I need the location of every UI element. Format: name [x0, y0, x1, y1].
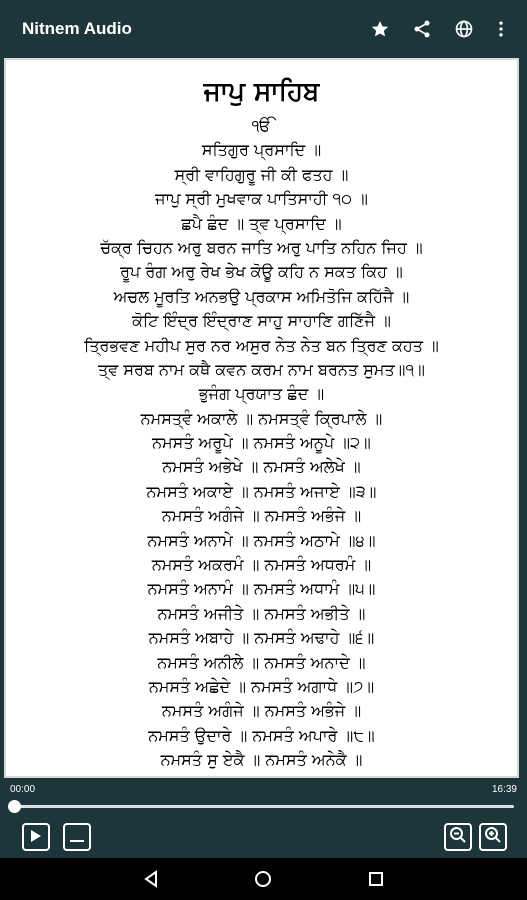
verse-line: ਨਮਸਤੰ ਅਬਾਹੇ ॥ ਨਮਸਤੰ ਅਢਾਹੇ ॥੬॥ [148, 628, 375, 648]
verse-line: ਨਮਸਤੰ ਅਛੇਦੇ ॥ ਨਮਸਤੰ ਅਗਾਧੇ ॥੭॥ [148, 676, 375, 696]
verse-line: ੴ [251, 116, 272, 135]
share-icon[interactable] [410, 17, 434, 41]
seek-bar[interactable] [14, 805, 514, 808]
zoom-out-icon [449, 826, 467, 848]
total-time: 16:39 [491, 784, 517, 795]
verse-line: ਨਮਸਤ੍ਵੰ ਅਕਾਲੇ ॥ ਨਮਸਤ੍ਵੰ ਕ੍ਰਿਪਾਲੇ ॥ [140, 408, 383, 428]
verse-list [6, 114, 517, 773]
gurbani-text-panel[interactable] [4, 58, 519, 778]
system-nav-bar [0, 858, 527, 900]
stop-button[interactable] [63, 823, 91, 851]
verse-line: ਨਮਸਤੰ ਅਗੰਜੇ ॥ ਨਮਸਤੰ ਅਭੰਜੇ ॥ [161, 701, 362, 721]
verse-line: ਨਮਸਤੰ ਅਜੀਤੇ ॥ ਨਮਸਤੰ ਅਭੀਤੇ ॥ [157, 603, 366, 623]
verse-line: ਨਮਸਤੰ ਅਗੰਜੇ ॥ ਨਮਸਤੰ ਅਭੰਜੇ ॥ [161, 506, 362, 526]
stop-icon [70, 828, 84, 847]
verse-line: ਤ੍ਵ ਸਰਬ ਨਾਮ ਕਥੈ ਕਵਨ ਕਰਮ ਨਾਮ ਬਰਨਤ ਸੁਮਤ॥੧॥ [98, 359, 425, 379]
verse-line: ਸਤਿਗੁਰ ਪ੍ਰਸਾਦਿ ॥ [201, 140, 322, 160]
zoom-out-button[interactable] [444, 823, 472, 851]
verse-line: ਨਮਸਤੰ ਅਭੇਖੇ ॥ ਨਮਸਤੰ ਅਲੇਖੇ ॥ [162, 457, 361, 477]
verse-line: ਨਮਸਤੰ ਅਰੂਪੇ ॥ ਨਮਸਤੰ ਅਨੂਪੇ ॥੨॥ [152, 433, 371, 453]
home-icon[interactable] [253, 869, 273, 889]
verse-line: ਨਮਸਤੰ ਅਕਾਏ ॥ ਨਮਸਤੰ ਅਜਾਏ ॥੩॥ [146, 481, 377, 501]
verse-line: ਨਮਸਤੰ ਉਦਾਰੇ ॥ ਨਮਸਤੰ ਅਪਾਰੇ ॥੮॥ [148, 725, 375, 745]
zoom-in-button[interactable] [479, 823, 507, 851]
verse-line: ਨਮਸਤੰ ਅਕਰਮੰ ॥ ਨਮਸਤੰ ਅਧਰਮੰ ॥ [151, 555, 372, 575]
verse-line: ਕੋਟਿ ਇੰਦ੍ਰ ਇੰਦ੍ਰਾਣ ਸਾਹੁ ਸਾਹਾਣਿ ਗਣਿੱਜੈ ॥ [132, 311, 391, 331]
verse-line: ਰੂਪ ਰੰਗ ਅਰੁ ਰੇਖ ਭੇਖ ਕੋਊ ਕਹਿ ਨ ਸਕਤ ਕਿਹ ॥ [120, 262, 403, 282]
globe-icon[interactable] [452, 17, 476, 41]
verse-line: ਨਮਸਤੰ ਅਨਾਮੇ ॥ ਨਮਸਤੰ ਅਠਾਮੇ ॥੪॥ [147, 530, 376, 550]
play-icon [30, 828, 42, 847]
verse-line: ਭੁਜੰਗ ਪ੍ਰਯਾਤ ਛੰਦ ॥ [198, 384, 325, 404]
verse-line: ਨਮਸਤੰ ਅਨੀਲੇ ॥ ਨਮਸਤੰ ਅਨਾਦੇ ॥ [157, 652, 366, 672]
verse-line: ਸ੍ਰੀ ਵਾਹਿਗੁਰੂ ਜੀ ਕੀ ਫਤਹ ॥ [174, 164, 349, 184]
recents-icon[interactable] [366, 869, 386, 889]
verse-line: ਜਾਪੁ ਸ੍ਰੀ ਮੁਖਵਾਕ ਪਾਤਿਸਾਹੀ ੧੦ ॥ [155, 189, 368, 209]
verse-line: ਤ੍ਰਿਭਵਣ ਮਹੀਪ ਸੁਰ ਨਰ ਅਸੁਰ ਨੇਤ ਨੇਤ ਬਨ ਤ੍ਰਿਣ ਕਹਤ ॥ [84, 335, 439, 355]
play-button[interactable] [22, 823, 50, 851]
bani-heading: ਜਾਪੁ ਸਾਹਿਬ [203, 77, 320, 107]
back-icon[interactable] [141, 869, 161, 889]
zoom-in-icon [484, 826, 502, 848]
seek-thumb[interactable] [8, 800, 21, 813]
app-title: Nitnem Audio [22, 19, 132, 38]
more-vert-icon[interactable] [489, 17, 513, 41]
current-time: 00:00 [10, 784, 36, 795]
app-bar [0, 0, 527, 58]
verse-line: ਚੱਕ੍ਰ ਚਿਹਨ ਅਰੁ ਬਰਨ ਜਾਤਿ ਅਰੁ ਪਾਤਿ ਨਹਿਨ ਜਿਹ ॥ [100, 237, 423, 257]
verse-line: ਅਚਲ ਮੂਰਤਿ ਅਨਭਉ ਪ੍ਰਕਾਸ ਅਮਿਤੋਜਿ ਕਹਿੱਜੈ ॥ [113, 286, 410, 306]
verse-line: ਨਮਸਤੰ ਸੁ ਏਕੈ ॥ ਨਮਸਤੰ ਅਨੇਕੈ ॥ [160, 750, 363, 770]
audio-player [0, 778, 527, 858]
star-icon[interactable] [368, 17, 392, 41]
verse-line: ਨਮਸਤੰ ਅਨਾਮੰ ॥ ਨਮਸਤੰ ਅਧਾਮੰ ॥੫॥ [147, 579, 376, 599]
verse-line: ਛਪੈ ਛੰਦ ॥ ਤ੍ਵ ਪ੍ਰਸਾਦਿ ॥ [181, 213, 342, 233]
